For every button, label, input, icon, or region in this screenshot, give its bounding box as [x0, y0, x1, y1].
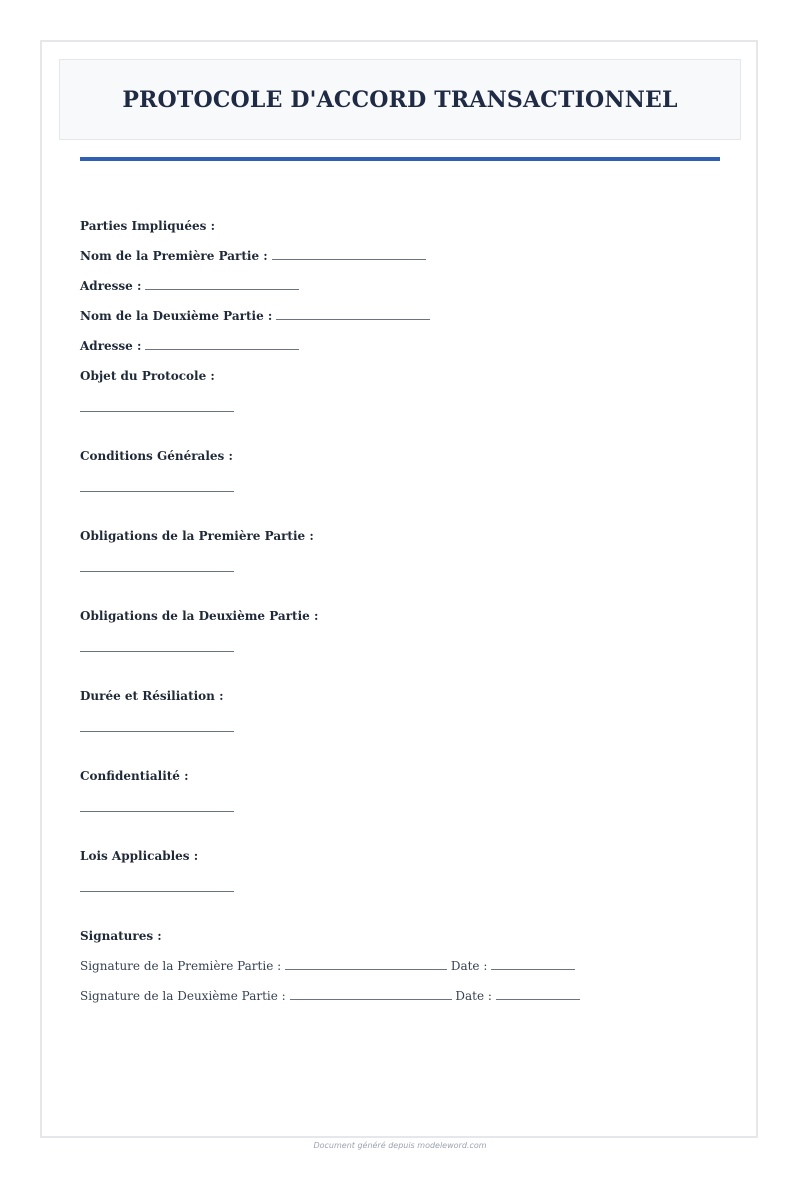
second-party-name-field[interactable]	[276, 308, 430, 320]
first-party-address-field[interactable]	[145, 278, 299, 290]
section-field-lois[interactable]	[80, 891, 234, 892]
section-heading-obligations-second: Obligations de la Deuxième Partie :	[80, 609, 319, 623]
second-party-name-label: Nom de la Deuxième Partie :	[80, 309, 273, 323]
first-signature-label: Signature de la Première Partie :	[80, 959, 282, 973]
parties-heading: Parties Impliquées :	[80, 219, 216, 233]
section-field-objet[interactable]	[80, 411, 234, 412]
first-signature-field[interactable]	[285, 958, 447, 970]
section-field-confidentialite[interactable]	[80, 811, 234, 812]
second-party-address-row	[80, 338, 299, 354]
first-party-address-label: Adresse :	[80, 279, 142, 293]
second-signature-field[interactable]	[290, 988, 452, 1000]
first-party-name-field[interactable]	[272, 248, 426, 260]
second-date-label: Date :	[455, 989, 492, 1003]
second-party-name-row	[80, 308, 430, 324]
title-banner	[59, 59, 741, 140]
second-signature-label: Signature de la Deuxième Partie :	[80, 989, 286, 1003]
first-date-field[interactable]	[491, 958, 575, 970]
signatures-heading: Signatures :	[80, 929, 162, 943]
second-date-field[interactable]	[496, 988, 580, 1000]
second-party-address-label: Adresse :	[80, 339, 142, 353]
title-divider	[80, 157, 720, 161]
section-heading-lois: Lois Applicables :	[80, 849, 199, 863]
footer-note: Document généré depuis modeleword.com	[313, 1141, 487, 1150]
second-party-address-field[interactable]	[145, 338, 299, 350]
section-heading-conditions: Conditions Générales :	[80, 449, 233, 463]
section-heading-obligations-first: Obligations de la Première Partie :	[80, 529, 314, 543]
section-heading-duree: Durée et Résiliation :	[80, 689, 224, 703]
first-party-name-label: Nom de la Première Partie :	[80, 249, 268, 263]
section-heading-confidentialite: Confidentialité :	[80, 769, 189, 783]
first-date-label: Date :	[450, 959, 488, 973]
section-heading-objet: Objet du Protocole :	[80, 369, 215, 383]
second-signature-row	[80, 988, 580, 1004]
section-field-conditions[interactable]	[80, 491, 234, 492]
document-title: PROTOCOLE D'ACCORD TRANSACTIONNEL	[122, 86, 678, 113]
first-signature-row	[80, 958, 575, 974]
section-field-obligations-second[interactable]	[80, 651, 234, 652]
section-field-obligations-first[interactable]	[80, 571, 234, 572]
first-party-address-row	[80, 278, 299, 294]
first-party-name-row	[80, 248, 426, 264]
section-field-duree[interactable]	[80, 731, 234, 732]
